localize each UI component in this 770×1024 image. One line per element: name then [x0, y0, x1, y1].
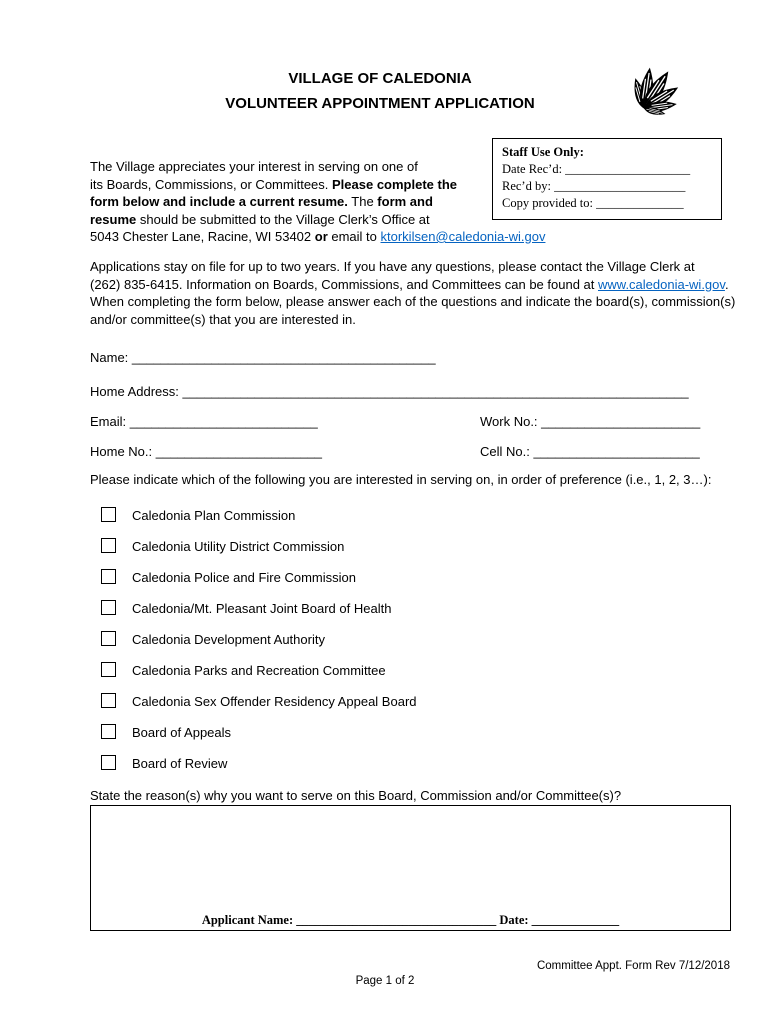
email-work-field-row [90, 414, 731, 429]
option-row [101, 531, 417, 562]
option-label: Board of Review [132, 756, 228, 771]
work-no-field-line[interactable]: ______________________ [541, 414, 701, 429]
option-label: Caledonia Plan Commission [132, 508, 296, 523]
reason-prompt: State the reason(s) why you want to serve on this Board, Commission and/or Committee(s)? [90, 788, 622, 803]
intro-bold-text: form and [377, 194, 433, 209]
staff-box-heading: Staff Use Only: [502, 145, 584, 159]
checkbox-development-authority[interactable] [101, 631, 116, 646]
option-label: Caledonia Development Authority [132, 632, 325, 647]
option-row [101, 686, 417, 717]
preference-prompt: Please indicate which of the following you are interested in serving on, in order of preference (i.e., 1, 2, 3…): [90, 472, 712, 487]
checkbox-parks-recreation-committee[interactable] [101, 662, 116, 677]
intro-text: 5043 Chester Lane, Racine, WI 53402 [90, 229, 315, 244]
option-row [101, 500, 417, 531]
date-label: Date: [496, 913, 532, 927]
intro-text: The Village appreciates your interest in serving on one of [90, 159, 418, 174]
staff-copy-provided-line: ______________ [596, 196, 684, 210]
website-link[interactable]: www.caledonia-wi.gov [598, 276, 725, 292]
email-field-line[interactable]: __________________________ [129, 414, 318, 429]
option-row [101, 593, 417, 624]
staff-received-by-label: Rec’d by: [502, 179, 555, 193]
home-no-field-line[interactable]: _______________________ [155, 444, 323, 459]
checkbox-board-of-appeals[interactable] [101, 724, 116, 739]
info-text: Applications stay on file for up to two years. If you have any questions, please contact the Village Clerk at [90, 259, 695, 274]
info-text: . [724, 276, 729, 292]
info-text: and/or committee(s) that you are interested in. [90, 311, 356, 327]
form-revision-text: Committee Appt. Form Rev 7/12/2018 [536, 960, 730, 972]
checkbox-police-fire-commission[interactable] [101, 569, 116, 584]
signature-row [91, 913, 730, 928]
staff-date-received-line: ____________________ [565, 162, 691, 176]
intro-paragraph [90, 158, 545, 246]
intro-text: email to [327, 229, 381, 244]
info-paragraph [90, 258, 735, 328]
intro-text: The [347, 194, 378, 209]
staff-copy-provided-label: Copy provided to: [502, 196, 597, 210]
home-address-label: Home Address: [90, 384, 183, 399]
option-label: Caledonia Utility District Commission [132, 539, 345, 554]
home-address-field-line[interactable]: ______________________________________________________________________ [182, 384, 689, 399]
cell-no-label: Cell No.: [480, 444, 534, 459]
option-label: Caledonia/Mt. Pleasant Joint Board of Health [132, 601, 392, 616]
option-label: Board of Appeals [132, 725, 232, 740]
applicant-name-label: Applicant Name: [201, 913, 297, 927]
cell-no-field-line[interactable]: _______________________ [533, 444, 700, 459]
checkbox-utility-district-commission[interactable] [101, 538, 116, 553]
form-title-line1: VILLAGE OF CALEDONIA [288, 70, 472, 87]
applicant-name-line[interactable]: ________________________________ [296, 913, 497, 927]
email-link[interactable]: ktorkilsen@caledonia-wi.gov [380, 229, 546, 244]
staff-received-by-line: _____________________ [554, 179, 686, 193]
home-address-field-row [90, 384, 689, 399]
staff-date-received-label: Date Rec’d: [502, 162, 566, 176]
checkbox-board-of-review[interactable] [101, 755, 116, 770]
option-row [101, 562, 417, 593]
preference-options-list [101, 500, 417, 779]
option-label: Caledonia Sex Offender Residency Appeal Board [132, 694, 417, 709]
info-text: When completing the form below, please answer each of the questions and indicate the board(s), commission(s) [90, 294, 736, 309]
intro-text: its Boards, Commissions, or Committees. [90, 176, 333, 192]
form-title-line2: VOLUNTEER APPOINTMENT APPLICATION [225, 95, 535, 112]
option-row [101, 717, 417, 748]
home-no-label: Home No.: [90, 444, 156, 459]
form-title [90, 66, 670, 116]
option-row [101, 655, 417, 686]
checkbox-plan-commission[interactable] [101, 507, 116, 522]
intro-bold-text: Please complete the [332, 176, 458, 192]
option-label: Caledonia Parks and Recreation Committee [132, 663, 386, 678]
name-label: Name: [90, 350, 132, 365]
checkbox-joint-board-of-health[interactable] [101, 600, 116, 615]
name-field-row [90, 350, 436, 365]
info-text: (262) 835-6415. Information on Boards, Commissions, and Committees can be found at [90, 276, 598, 292]
option-label: Caledonia Police and Fire Commission [132, 570, 356, 585]
intro-text: should be submitted to the Village Clerk’s Office at [136, 211, 430, 227]
work-no-label: Work No.: [480, 414, 542, 429]
name-field-line[interactable]: __________________________________________ [131, 350, 436, 365]
intro-bold-text: form below and include a current resume. [90, 194, 348, 209]
page-number: Page 1 of 2 [355, 975, 415, 987]
intro-bold-text: or [314, 229, 328, 244]
intro-bold-text: resume [90, 211, 137, 227]
checkbox-sex-offender-residency-appeal-board[interactable] [101, 693, 116, 708]
option-row [101, 624, 417, 655]
option-row [101, 748, 417, 779]
email-label: Email: [90, 414, 130, 429]
reason-text-box[interactable] [90, 805, 731, 931]
home-cell-field-row [90, 444, 731, 459]
date-line[interactable]: ______________ [531, 913, 620, 927]
